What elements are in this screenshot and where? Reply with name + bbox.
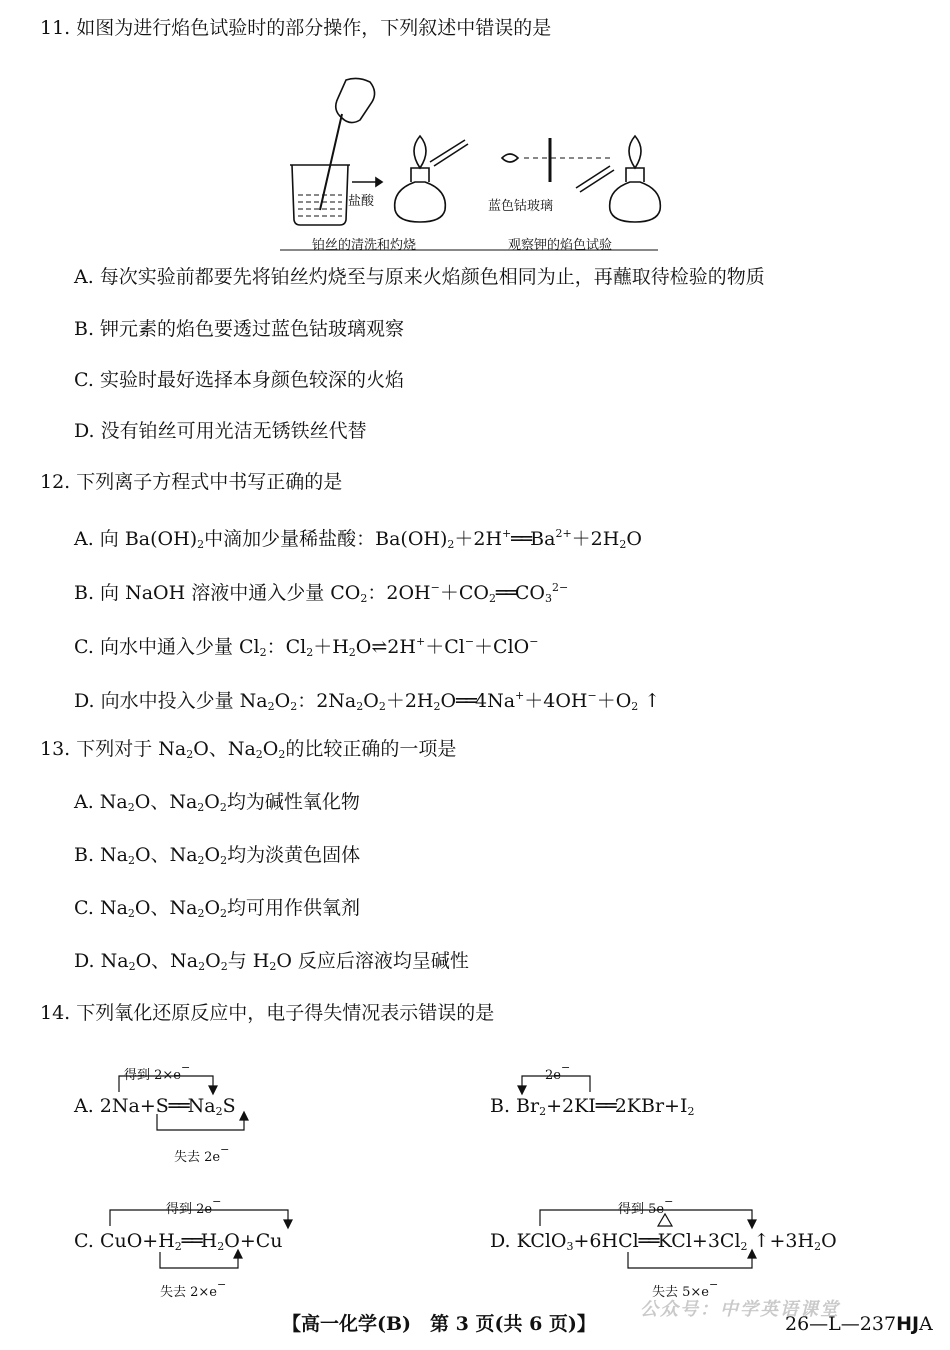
q14-a-gain-label: 得到 2×e− bbox=[124, 1061, 191, 1083]
q14-d-gain-label: 得到 5e− bbox=[618, 1195, 674, 1217]
q14-option-a: A. $2Na+S══Na_2S$ bbox=[74, 1095, 236, 1118]
q13-stem: 13. 下列对于 $Na_2O$、$Na_2O_2$的比较正确的一项是 bbox=[40, 738, 457, 761]
page-code: 26—L—237HJA bbox=[785, 1313, 933, 1335]
q11-option-b: B. 钾元素的焰色要透过蓝色钴玻璃观察 bbox=[74, 318, 405, 340]
q12-option-a: A. 向 $Ba(OH)_2$中滴加少量稀盐酸：$Ba(OH)_2+2H^+══Ba^{2+}+2H_2O$ bbox=[74, 527, 642, 551]
q14-d-loss-label: 失去 5×e− bbox=[652, 1278, 719, 1300]
q12-option-c: C. 向水中通入少量 $Cl_2$：$Cl_2+H_2O\rightleftharpoons 2H^++Cl^-+ClO^-$ bbox=[74, 635, 539, 659]
watermark: 公众号：中学英语课堂 bbox=[640, 1299, 840, 1320]
q13-option-b: B. $Na_2O$、$Na_2O_2$均为淡黄色固体 bbox=[74, 844, 361, 867]
q12-option-d: D. 向水中投入少量 $Na_2O_2$：$2Na_2O_2+2H_2O══4Na^++4OH^-+O_2$ ↑ bbox=[74, 689, 661, 713]
flame-test-figure bbox=[280, 70, 670, 260]
q14-c-loss-label: 失去 2×e− bbox=[160, 1278, 227, 1300]
q11-option-c: C. 实验时最好选择本身颜色较深的火焰 bbox=[74, 369, 404, 391]
q14-option-c: C. $CuO+H_2══H_2O+Cu$ bbox=[74, 1230, 283, 1253]
q14-b-label: 2e− bbox=[545, 1061, 571, 1083]
q14-option-d: D. $KClO_3+6HCl══KCl+3Cl_2$ $↑+3H_2O$ bbox=[490, 1230, 837, 1253]
q11-option-a: A. 每次实验前都要先将铂丝灼烧至与原来火焰颜色相同为止，再蘸取待检验的物质 bbox=[74, 266, 765, 288]
q14-a-loss-label: 失去 2e− bbox=[174, 1143, 230, 1165]
q14-stem: 14. 下列氧化还原反应中，电子得失情况表示错误的是 bbox=[40, 1002, 495, 1024]
q12-option-b: B. 向 NaOH 溶液中通入少量 $CO_2$：$2OH^-+CO_2══CO_3^{2-}$ bbox=[74, 581, 569, 605]
q11-stem: 11. 如图为进行焰色试验时的部分操作，下列叙述中错误的是 bbox=[40, 17, 552, 39]
q13-option-a: A. $Na_2O$、$Na_2O_2$均为碱性氧化物 bbox=[74, 791, 360, 814]
q13-option-c: C. $Na_2O$、$Na_2O_2$均可用作供氧剂 bbox=[74, 897, 361, 920]
fig-label-acid: 盐酸 bbox=[348, 194, 375, 209]
fig-caption-left: 铂丝的清洗和灼烧 bbox=[312, 238, 417, 253]
q11-option-d: D. 没有铂丝可用光洁无锈铁丝代替 bbox=[74, 420, 367, 442]
fig-caption-right: 观察钾的焰色试验 bbox=[508, 238, 613, 253]
fig-label-glass: 蓝色钴玻璃 bbox=[488, 199, 554, 214]
q12-stem: 12. 下列离子方程式中书写正确的是 bbox=[40, 471, 343, 493]
q14-option-b: B. $Br_2+2KI══2KBr+I_2$ bbox=[490, 1095, 695, 1118]
q13-option-d: D. $Na_2O$、$Na_2O_2$与 $H_2O$ 反应后溶液均呈碱性 bbox=[74, 950, 469, 973]
q14-c-gain-label: 得到 2e− bbox=[166, 1195, 222, 1217]
page-footer-title: 【高一化学(B) 第 3 页(共 6 页)】 bbox=[282, 1313, 596, 1335]
